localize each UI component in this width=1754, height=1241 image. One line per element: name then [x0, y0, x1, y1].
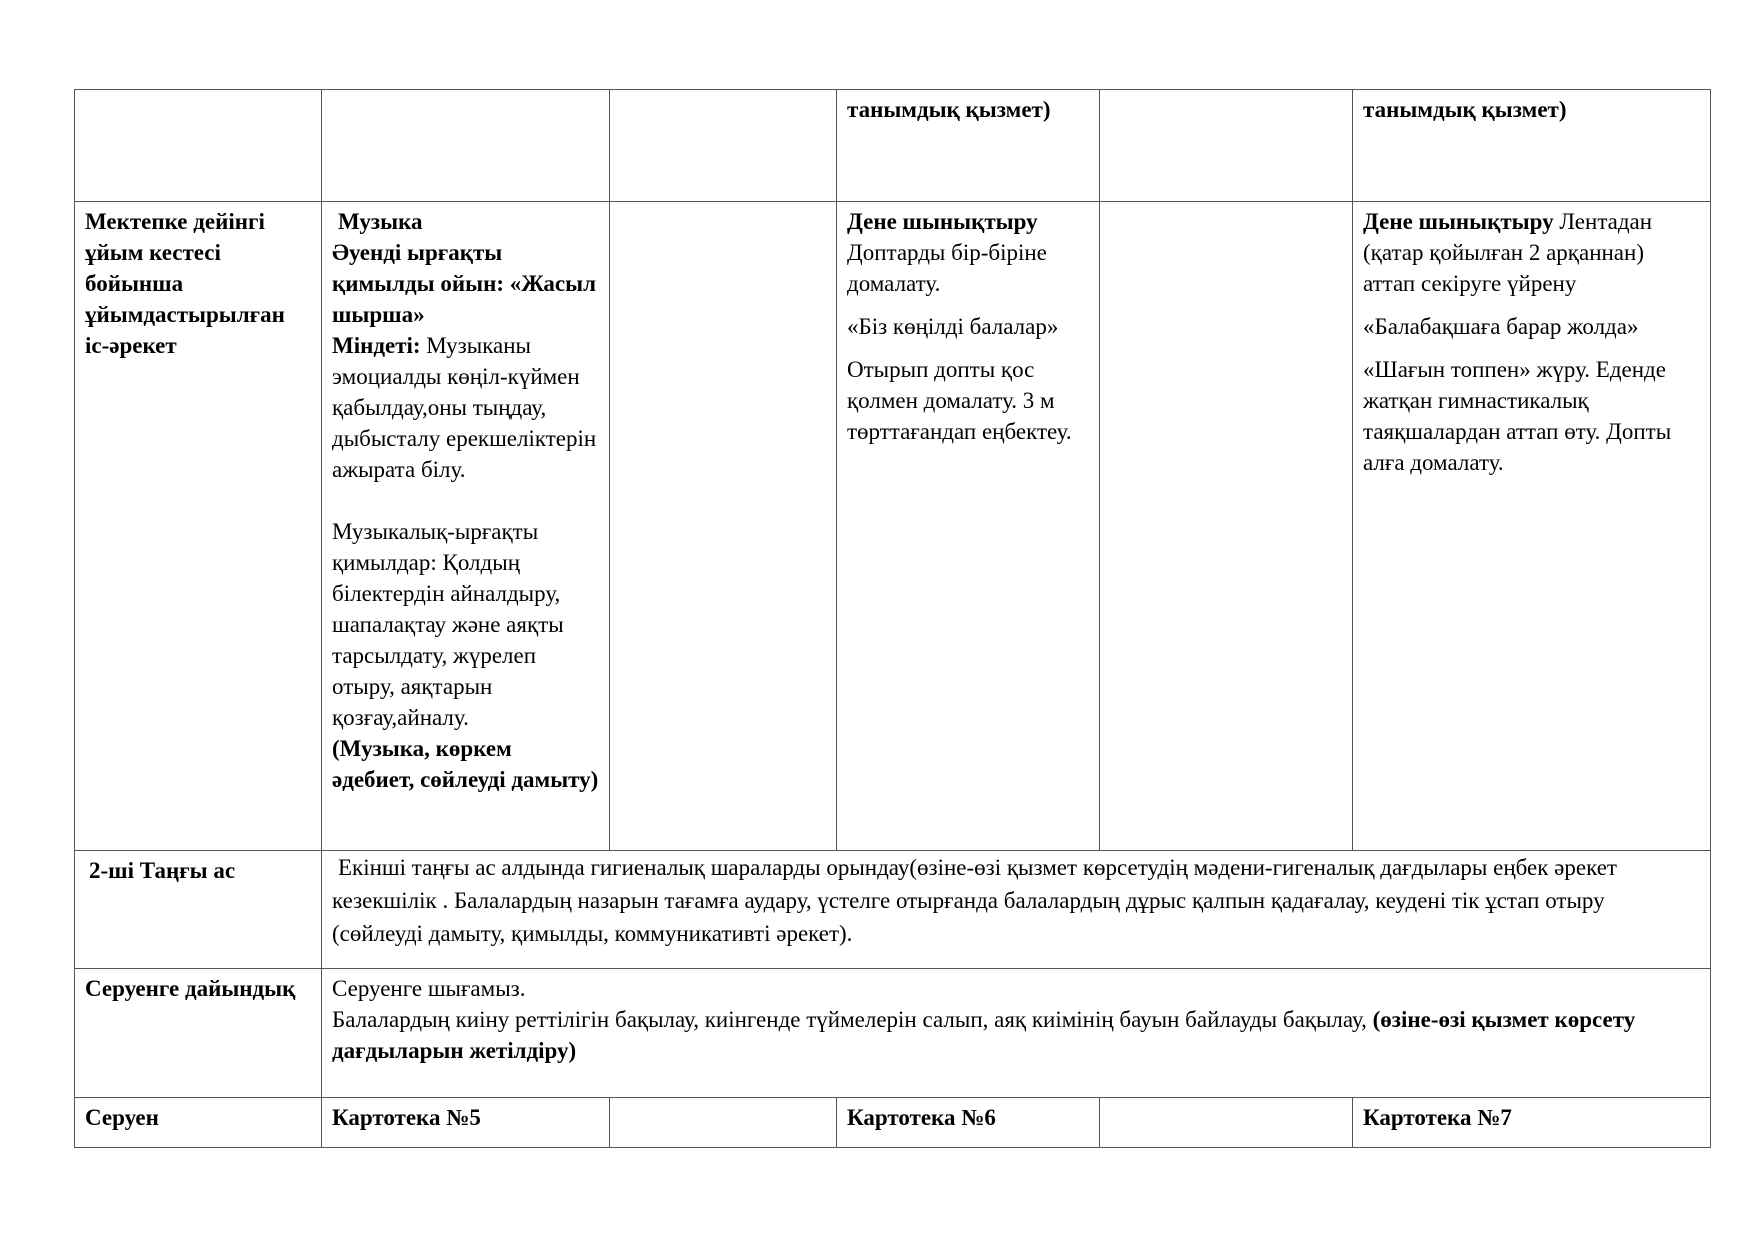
table-cell	[610, 202, 837, 851]
cell-text: «Шағын топпен» жүру. Еденде жатқан гимнастикалық таяқшалардан аттап өту. Допты алға домалату.	[1363, 357, 1672, 475]
game-title: Әуенді ырғақты қимылды ойын: «Жасыл шырша»	[332, 240, 596, 327]
table-cell	[837, 1098, 1100, 1148]
game-name: «Біз көңілді балалар»	[847, 314, 1059, 339]
pe-cell	[1353, 202, 1711, 851]
subject-title: Дене шынықтыру	[847, 209, 1038, 234]
row-label: Серуен	[85, 1105, 159, 1130]
cell-text: Доптарды бір-біріне домалату.	[847, 240, 1047, 296]
table-row	[75, 202, 1711, 851]
movements-text: Музыкалық-ырғақты қимылдар: Қолдың білектердін айналдыру, шапалақтау және аяқты тарсылдату, жүрелеп отыру, аяқтарын қозғау,айналу.	[332, 519, 564, 730]
cell-text: танымдық қызмет)	[1363, 97, 1567, 122]
table-row	[75, 969, 1711, 1098]
row-label: 2-ші Таңғы ас	[89, 858, 236, 883]
table-cell	[1100, 90, 1353, 202]
cell-text: Отырып допты қос қолмен домалату. 3 м төрттағандап еңбектеу.	[847, 357, 1072, 444]
task-label: Міндеті:	[332, 333, 421, 358]
subject-title: Музыка	[338, 209, 423, 234]
cell-paragraph	[332, 1004, 1700, 1066]
pe-cell	[837, 202, 1100, 851]
cell-text-bold: (өзіне-өзі қызмет көрсету дағдыларын жетілдіру)	[332, 1007, 1636, 1063]
table-cell	[1353, 90, 1711, 202]
cell-text: Екінші таңғы ас алдында гигиеналық шараларды орындау(өзіне-өзі қызмет көрсетудің мәдени-гигеналық дағдылары еңбек әрекет кезекшілік . Балалардың назарын тағамға аудару, үстелге отырғанда балалардың дұрыс қалпын қадағалау, кеудені тік ұстап отыру (сөйлеуді дамыту, қимылды, коммуникативті әрекет).	[332, 855, 1617, 946]
row-label-cell	[75, 851, 322, 969]
row-label-cell	[75, 1098, 322, 1148]
row-label-cell	[75, 202, 322, 851]
schedule-table	[74, 89, 1711, 1148]
card-label: Картотека №5	[332, 1105, 481, 1130]
pe-paragraph	[1363, 206, 1700, 299]
card-label: Картотека №6	[847, 1105, 996, 1130]
row-label: Серуенге дайындық	[85, 976, 296, 1001]
row-label: Мектепке дейінгі ұйым кестесі бойынша ұйымдастырылған іс-әрекет	[85, 209, 285, 358]
table-row	[75, 851, 1711, 969]
music-cell	[322, 202, 610, 851]
table-row	[75, 1098, 1711, 1148]
table-cell	[322, 90, 610, 202]
table-cell	[1353, 1098, 1711, 1148]
game-name: «Балабақшаға барар жолда»	[1363, 314, 1639, 339]
table-cell	[75, 90, 322, 202]
task-paragraph	[332, 330, 599, 485]
cell-text: танымдық қызмет)	[847, 97, 1051, 122]
subject-title: Дене шынықтыру	[1363, 209, 1554, 234]
table-cell	[1100, 1098, 1353, 1148]
cell-text: Лентадан (қатар қойылған 2 арқаннан) аттап секіруге үйрену	[1363, 209, 1653, 296]
card-label: Картотека №7	[1363, 1105, 1512, 1130]
row-label-cell	[75, 969, 322, 1098]
task-text: Музыканы эмоциалды көңіл-күймен қабылдау,оны тыңдау, дыбысталу ерекшеліктерін ажырата білу.	[332, 333, 597, 482]
cell-text: Балалардың киіну реттілігін бақылау, киінгенде түймелерін салып, аяқ киімінің бауын байлауды бақылау,	[332, 1007, 1367, 1032]
table-cell	[610, 1098, 837, 1148]
cell-text: Серуенге шығамыз.	[332, 976, 526, 1001]
wide-cell	[322, 969, 1711, 1098]
integration-text: (Музыка, көркем әдебиет, сөйлеуді дамыту)	[332, 736, 599, 792]
table-cell	[1100, 202, 1353, 851]
table-cell	[610, 90, 837, 202]
table-cell	[322, 1098, 610, 1148]
wide-cell	[322, 851, 1711, 969]
table-cell	[837, 90, 1100, 202]
table-row	[75, 90, 1711, 202]
